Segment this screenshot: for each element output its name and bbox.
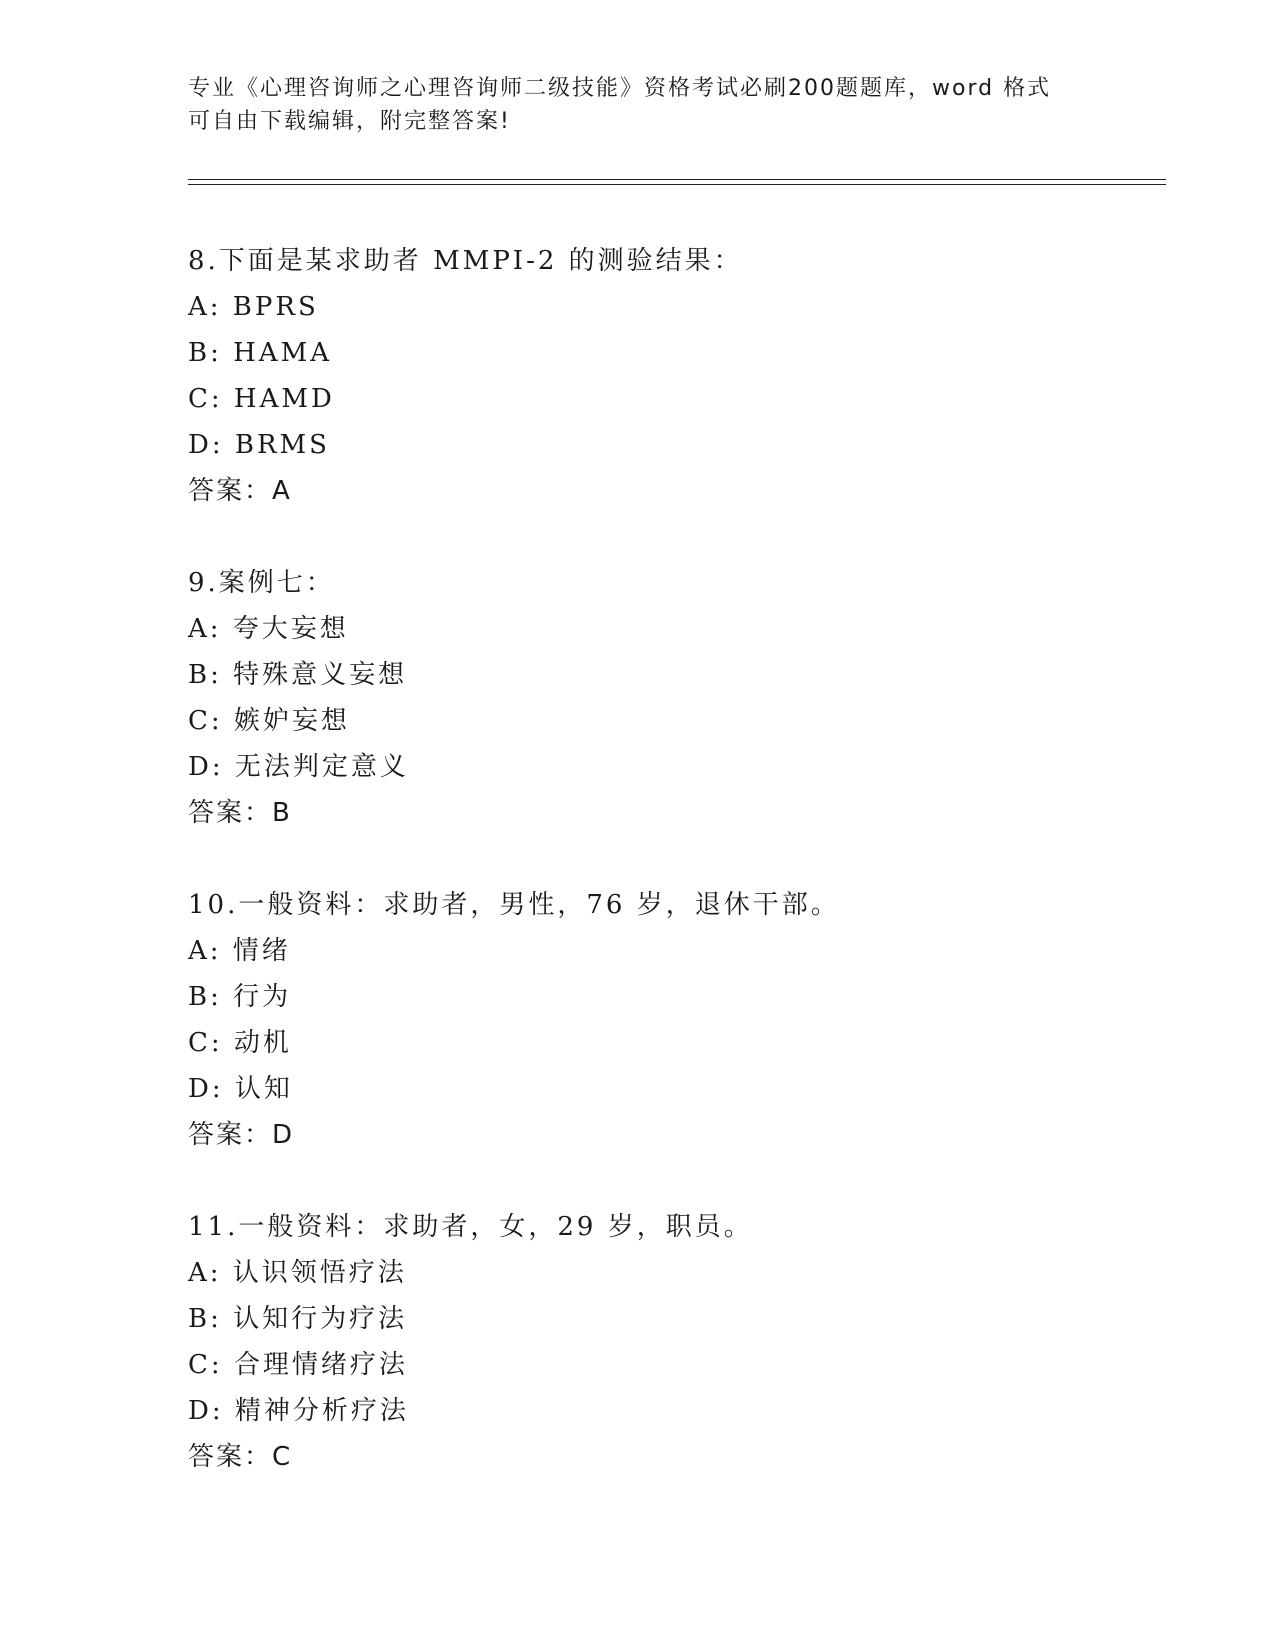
- question-stem: 9.案例七：: [188, 568, 335, 598]
- question-stem: 10.一般资料：求助者，男性，76 岁，退休干部。: [188, 890, 840, 920]
- option-a: A: 夸大妄想: [188, 614, 349, 644]
- option-d: D: 无法判定意义: [188, 752, 409, 782]
- option-b: B: HAMA: [188, 338, 332, 368]
- question-9: [188, 560, 1168, 836]
- option-b: B: 认知行为疗法: [188, 1304, 408, 1334]
- option-c: C: HAMD: [188, 384, 335, 414]
- question-10: [188, 882, 1168, 1158]
- question-stem: 8.下面是某求助者 MMPI-2 的测验结果：: [188, 246, 743, 276]
- question-8: [188, 238, 1168, 514]
- question-11: [188, 1204, 1168, 1480]
- question-list: [188, 238, 1168, 1526]
- header-rule-bottom: [188, 184, 1166, 185]
- option-c: C: 动机: [188, 1028, 292, 1058]
- option-b: B: 行为: [188, 982, 292, 1012]
- option-a: A: 情绪: [188, 936, 291, 966]
- answer-line: 答案：D: [188, 1120, 295, 1150]
- option-d: D: 精神分析疗法: [188, 1396, 409, 1426]
- answer-line: 答案：A: [188, 476, 292, 506]
- header-rule-top: [188, 179, 1166, 180]
- document-header: [188, 72, 1088, 138]
- option-a: A: BPRS: [188, 292, 319, 322]
- header-line-2: 可自由下载编辑，附完整答案!: [188, 109, 511, 134]
- header-line-1: 专业《心理咨询师之心理咨询师二级技能》资格考试必刷200题题库，word 格式: [188, 76, 1052, 101]
- option-a: A: 认识领悟疗法: [188, 1258, 407, 1288]
- answer-line: 答案：B: [188, 798, 292, 828]
- option-d: D: 认知: [188, 1074, 293, 1104]
- option-b: B: 特殊意义妄想: [188, 660, 408, 690]
- option-c: C: 嫉妒妄想: [188, 706, 350, 736]
- option-d: D: BRMS: [188, 430, 330, 460]
- answer-line: 答案：C: [188, 1442, 293, 1472]
- question-stem: 11.一般资料：求助者，女，29 岁，职员。: [188, 1212, 753, 1242]
- option-c: C: 合理情绪疗法: [188, 1350, 408, 1380]
